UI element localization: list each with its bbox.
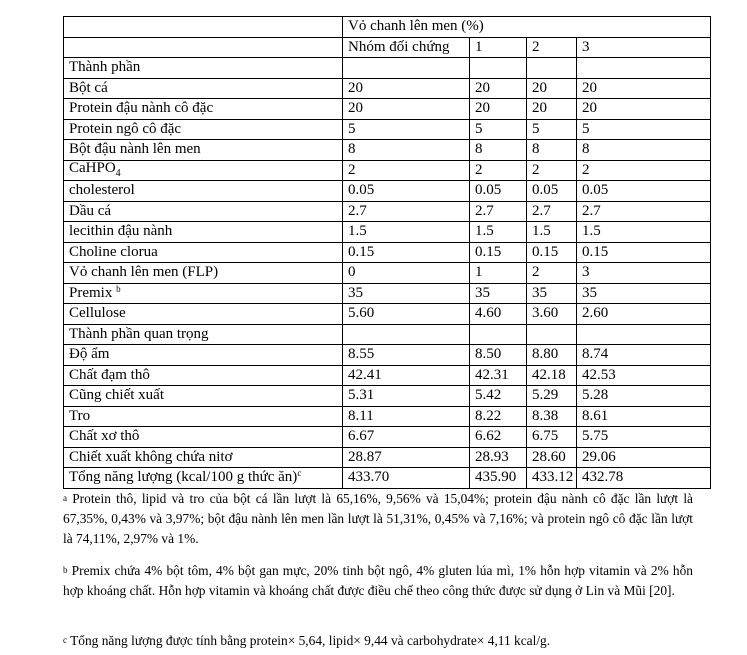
row-label xyxy=(64,447,343,468)
row-label xyxy=(64,160,343,181)
empty-cell xyxy=(527,58,577,79)
section-ingredients-label: Thành phần xyxy=(64,58,343,79)
value-cell: 20 xyxy=(577,78,711,99)
row-label-text: Chất xơ thô xyxy=(69,428,140,445)
header-row-columns xyxy=(64,37,711,58)
value-cell: 2 xyxy=(343,160,470,181)
value-cell: 3 xyxy=(577,263,711,284)
value-cell: 0.05 xyxy=(577,181,711,202)
value-cell: 5 xyxy=(343,119,470,140)
table-row xyxy=(64,222,711,243)
row-label xyxy=(64,427,343,448)
value-cell: 8.50 xyxy=(470,345,527,366)
row-label-text: Dầu cá xyxy=(69,202,112,219)
value-cell: 2.7 xyxy=(343,201,470,222)
row-label-text: Tổng năng lượng (kcal/100 g thức ăn) xyxy=(69,469,298,486)
footnote-mark: a xyxy=(63,493,67,503)
footnote-text: Tổng năng lượng được tính bằng protein× 5,64, lipid× 9,44 và carbohydrate× 4,11 kcal/g. xyxy=(70,633,551,648)
value-cell: 28.60 xyxy=(527,447,577,468)
value-cell: 0.15 xyxy=(470,242,527,263)
table-row xyxy=(64,201,711,222)
value-cell: 20 xyxy=(577,99,711,120)
value-cell: 2 xyxy=(527,160,577,181)
empty-cell xyxy=(577,58,711,79)
value-cell: 20 xyxy=(343,78,470,99)
header-empty-cell xyxy=(64,37,343,58)
table-row xyxy=(64,406,711,427)
value-cell: 5 xyxy=(577,119,711,140)
row-label xyxy=(64,78,343,99)
value-cell: 20 xyxy=(527,99,577,120)
value-cell: 35 xyxy=(343,283,470,304)
table-row xyxy=(64,447,711,468)
value-cell: 3.60 xyxy=(527,304,577,325)
footnote-text: Premix chứa 4% bột tôm, 4% bột gan mực, 20% tinh bột ngô, 4% gluten lúa mì, 1% hỗn hợp vitamin và 2% hỗn hợp khoáng chất. Hỗn hợp vitamin và khoáng chất được điều chế theo công thức được sử dụng ở Lin và Mũi [20]. xyxy=(63,563,693,598)
footnote-mark: c xyxy=(297,468,302,479)
table-row xyxy=(64,160,711,181)
value-cell: 1.5 xyxy=(470,222,527,243)
value-cell: 42.41 xyxy=(343,365,470,386)
table-row xyxy=(64,78,711,99)
row-label-text: Tro xyxy=(69,407,91,424)
value-cell: 20 xyxy=(527,78,577,99)
row-label xyxy=(64,468,343,489)
value-cell: 28.87 xyxy=(343,447,470,468)
row-label xyxy=(64,345,343,366)
table-row xyxy=(64,365,711,386)
row-label xyxy=(64,140,343,161)
row-label xyxy=(64,386,343,407)
row-label-text: Độ ẩm xyxy=(69,346,110,363)
table-row xyxy=(64,242,711,263)
value-cell: 35 xyxy=(527,283,577,304)
value-cell: 5.29 xyxy=(527,386,577,407)
row-label xyxy=(64,99,343,120)
value-cell: 5 xyxy=(470,119,527,140)
footnote-mark: b xyxy=(63,565,68,575)
footnote-a xyxy=(63,489,693,549)
value-cell: 433.12 xyxy=(527,468,577,489)
row-label-text: Protein ngô cô đặc xyxy=(69,120,182,137)
value-cell: 1.5 xyxy=(343,222,470,243)
header-col-3: 3 xyxy=(577,37,711,58)
value-cell: 5.42 xyxy=(470,386,527,407)
value-cell: 8 xyxy=(527,140,577,161)
section-composition-label: Thành phần quan trọng xyxy=(64,324,343,345)
value-cell: 20 xyxy=(470,78,527,99)
value-cell: 6.75 xyxy=(527,427,577,448)
footnote-mark: b xyxy=(116,283,121,294)
empty-cell xyxy=(343,58,470,79)
section-composition xyxy=(64,324,711,345)
row-label-text: Vỏ chanh lên men (FLP) xyxy=(69,264,219,281)
row-label-text: Bột đậu nành lên men xyxy=(69,141,201,158)
value-cell: 0.15 xyxy=(343,242,470,263)
row-label xyxy=(64,201,343,222)
row-label-text: Bột cá xyxy=(69,79,108,96)
value-cell: 8.80 xyxy=(527,345,577,366)
row-label-text: Chiết xuất không chứa nitơ xyxy=(69,448,233,465)
empty-cell xyxy=(527,324,577,345)
value-cell: 42.18 xyxy=(527,365,577,386)
row-label xyxy=(64,283,343,304)
footnote-b xyxy=(63,561,693,601)
value-cell: 0.15 xyxy=(577,242,711,263)
row-label-text: lecithin đậu nành xyxy=(69,223,173,240)
value-cell: 20 xyxy=(343,99,470,120)
table-body xyxy=(64,17,711,489)
value-cell: 2 xyxy=(577,160,711,181)
value-cell: 8.22 xyxy=(470,406,527,427)
value-cell: 2 xyxy=(527,263,577,284)
row-label-subscript: 4 xyxy=(115,168,121,180)
table-row xyxy=(64,263,711,284)
value-cell: 0.15 xyxy=(527,242,577,263)
header-col-1: 1 xyxy=(470,37,527,58)
value-cell: 2.7 xyxy=(527,201,577,222)
empty-cell xyxy=(470,58,527,79)
table-row xyxy=(64,304,711,325)
value-cell: 8.11 xyxy=(343,406,470,427)
value-cell: 5.31 xyxy=(343,386,470,407)
footnote-c xyxy=(63,631,693,651)
table-row xyxy=(64,99,711,120)
header-empty-cell xyxy=(64,17,343,38)
value-cell: 28.93 xyxy=(470,447,527,468)
value-cell: 432.78 xyxy=(577,468,711,489)
value-cell: 0.05 xyxy=(343,181,470,202)
footnote-mark: c xyxy=(63,635,67,645)
row-label xyxy=(64,181,343,202)
value-cell: 20 xyxy=(470,99,527,120)
header-group-label: Vỏ chanh lên men (%) xyxy=(343,17,711,38)
value-cell: 0.05 xyxy=(527,181,577,202)
value-cell: 8.74 xyxy=(577,345,711,366)
value-cell: 42.53 xyxy=(577,365,711,386)
table-row xyxy=(64,345,711,366)
header-row-group xyxy=(64,17,711,38)
row-label xyxy=(64,406,343,427)
diet-composition-table xyxy=(63,16,711,489)
value-cell: 1 xyxy=(470,263,527,284)
row-label xyxy=(64,365,343,386)
table-row xyxy=(64,140,711,161)
value-cell: 5.75 xyxy=(577,427,711,448)
empty-cell xyxy=(343,324,470,345)
value-cell: 29.06 xyxy=(577,447,711,468)
header-col-control: Nhóm đối chứng xyxy=(343,37,470,58)
value-cell: 8 xyxy=(577,140,711,161)
row-label xyxy=(64,304,343,325)
value-cell: 8.55 xyxy=(343,345,470,366)
empty-cell xyxy=(577,324,711,345)
row-label-text: Cellulose xyxy=(69,305,126,322)
value-cell: 35 xyxy=(470,283,527,304)
value-cell: 2.60 xyxy=(577,304,711,325)
value-cell: 5.60 xyxy=(343,304,470,325)
value-cell: 2 xyxy=(470,160,527,181)
value-cell: 1.5 xyxy=(527,222,577,243)
table-row xyxy=(64,468,711,489)
value-cell: 1.5 xyxy=(577,222,711,243)
table-row xyxy=(64,181,711,202)
value-cell: 2.7 xyxy=(470,201,527,222)
value-cell: 6.67 xyxy=(343,427,470,448)
header-col-2: 2 xyxy=(527,37,577,58)
value-cell: 8 xyxy=(343,140,470,161)
value-cell: 35 xyxy=(577,283,711,304)
row-label-text: Protein đậu nành cô đặc xyxy=(69,100,214,117)
row-label xyxy=(64,242,343,263)
row-label xyxy=(64,119,343,140)
value-cell: 6.62 xyxy=(470,427,527,448)
value-cell: 0 xyxy=(343,263,470,284)
row-label-text: cholesterol xyxy=(69,182,135,199)
row-label-text: Chất đạm thô xyxy=(69,366,150,383)
row-label-text: CaHPO xyxy=(69,160,116,177)
row-label-text: Cũng chiết xuất xyxy=(69,387,164,404)
footnote-text: Protein thô, lipid và tro của bột cá lần lượt là 65,16%, 9,56% và 15,04%; protein đậu nành cô đặc lần lượt là 67,35%, 0,43% và 3,97%; bột đậu nành lên men lần lượt là 51,31%, 0,45% và 7,16%; và protein ngô cô đặc lần lượt là 74,11%, 2,97% và 1%. xyxy=(63,491,693,546)
row-label xyxy=(64,263,343,284)
table-row xyxy=(64,427,711,448)
value-cell: 8.61 xyxy=(577,406,711,427)
section-ingredients xyxy=(64,58,711,79)
row-label-text: Premix xyxy=(69,284,113,301)
value-cell: 433.70 xyxy=(343,468,470,489)
value-cell: 8.38 xyxy=(527,406,577,427)
empty-cell xyxy=(470,324,527,345)
value-cell: 4.60 xyxy=(470,304,527,325)
value-cell: 8 xyxy=(470,140,527,161)
value-cell: 42.31 xyxy=(470,365,527,386)
row-label xyxy=(64,222,343,243)
table-row xyxy=(64,386,711,407)
row-label-text: Choline clorua xyxy=(69,243,158,260)
value-cell: 2.7 xyxy=(577,201,711,222)
table-row xyxy=(64,119,711,140)
table-row xyxy=(64,283,711,304)
value-cell: 435.90 xyxy=(470,468,527,489)
value-cell: 5.28 xyxy=(577,386,711,407)
value-cell: 5 xyxy=(527,119,577,140)
value-cell: 0.05 xyxy=(470,181,527,202)
